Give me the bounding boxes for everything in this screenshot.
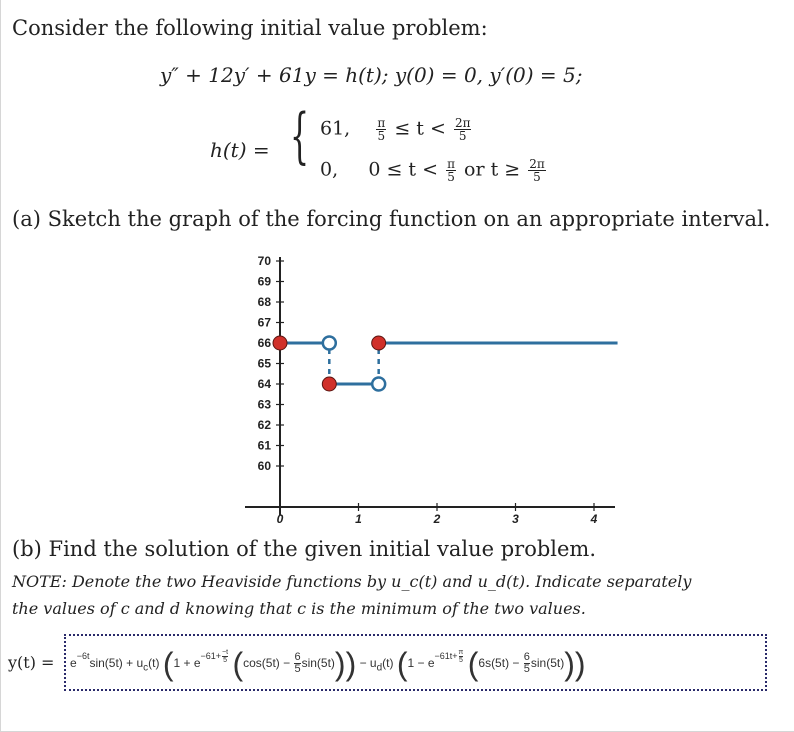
y-tick-label: 60 bbox=[257, 459, 271, 473]
problem-intro: Consider the following initial value problem: bbox=[12, 16, 488, 40]
y-tick-label: 64 bbox=[257, 377, 271, 391]
case2-cond-pre: 0 ≤ t < bbox=[368, 158, 439, 181]
forcing-function-chart bbox=[230, 245, 630, 530]
x-tick-label: 2 bbox=[433, 512, 441, 526]
open-endpoint bbox=[323, 337, 336, 350]
y-tick-label: 65 bbox=[257, 356, 271, 371]
h-lhs: h(t) = bbox=[210, 138, 270, 162]
case1-cond: ≤ t < bbox=[394, 117, 446, 140]
x-tick-label: 1 bbox=[355, 512, 362, 526]
part-a-text: (a) Sketch the graph of the forcing function on an appropriate interval. bbox=[12, 207, 771, 231]
pi-over-5: $\frac{\pi}{5}$ bbox=[377, 116, 386, 143]
part-b-text: (b) Find the solution of the given initial value problem. bbox=[12, 537, 597, 561]
y-label: y(t) = bbox=[8, 653, 55, 672]
note-line-1: NOTE: Denote the two Heaviside functions by u_c(t) and u_d(t). Indicate separately bbox=[12, 572, 692, 591]
filled-endpoint bbox=[372, 336, 386, 350]
x-tick-label: 3 bbox=[512, 512, 519, 526]
piecewise-brace: { bbox=[290, 101, 310, 171]
case1-value: 61, bbox=[320, 117, 351, 140]
y-tick-label: 67 bbox=[257, 315, 271, 330]
filled-endpoint bbox=[273, 336, 287, 350]
x-tick-label: 4 bbox=[590, 512, 598, 526]
y-tick-label: 62 bbox=[257, 418, 271, 432]
y-tick-label: 68 bbox=[257, 295, 271, 309]
answer-input[interactable] bbox=[64, 634, 767, 691]
case2-cond-mid: or t ≥ bbox=[464, 158, 521, 181]
two-pi-over-5-b: $\frac{2\pi}{5}$ bbox=[529, 157, 545, 184]
ode-equation: y″ + 12y′ + 61y = h(t); y(0) = 0, y′(0) = 5; bbox=[160, 63, 583, 87]
y-tick-label: 63 bbox=[257, 397, 271, 412]
case2-value: 0, bbox=[320, 158, 339, 181]
y-tick-label: 61 bbox=[257, 438, 271, 453]
y-tick-label: 66 bbox=[257, 336, 271, 350]
piecewise-case-2 bbox=[320, 158, 548, 183]
piecewise-case-1 bbox=[320, 117, 473, 142]
open-endpoint bbox=[372, 378, 385, 391]
y-tick-label: 69 bbox=[257, 274, 271, 289]
x-tick-label: 0 bbox=[276, 512, 284, 526]
y-tick-label: 70 bbox=[257, 254, 271, 268]
filled-endpoint bbox=[322, 377, 336, 391]
note-line-2: the values of c and d knowing that c is the minimum of the two values. bbox=[12, 599, 586, 618]
answer-expression: $e^{-6t}\sin(5t) + u_c(t) (1 + e^{-61+ \frac{-t}{5}}$ (cos(5t) − $\frac{6}{5}\sin(5t))) - u_d(t)$ ($1 - e^{-61t+ \frac{\pi}{5}}$ (6s(5t) − $\frac{6}{5}\sin(5t)$)) bbox=[70, 645, 586, 682]
pi-over-5-b: $\frac{\pi}{5}$ bbox=[447, 157, 455, 184]
two-pi-over-5: $\frac{2\pi}{5}$ bbox=[454, 116, 471, 143]
